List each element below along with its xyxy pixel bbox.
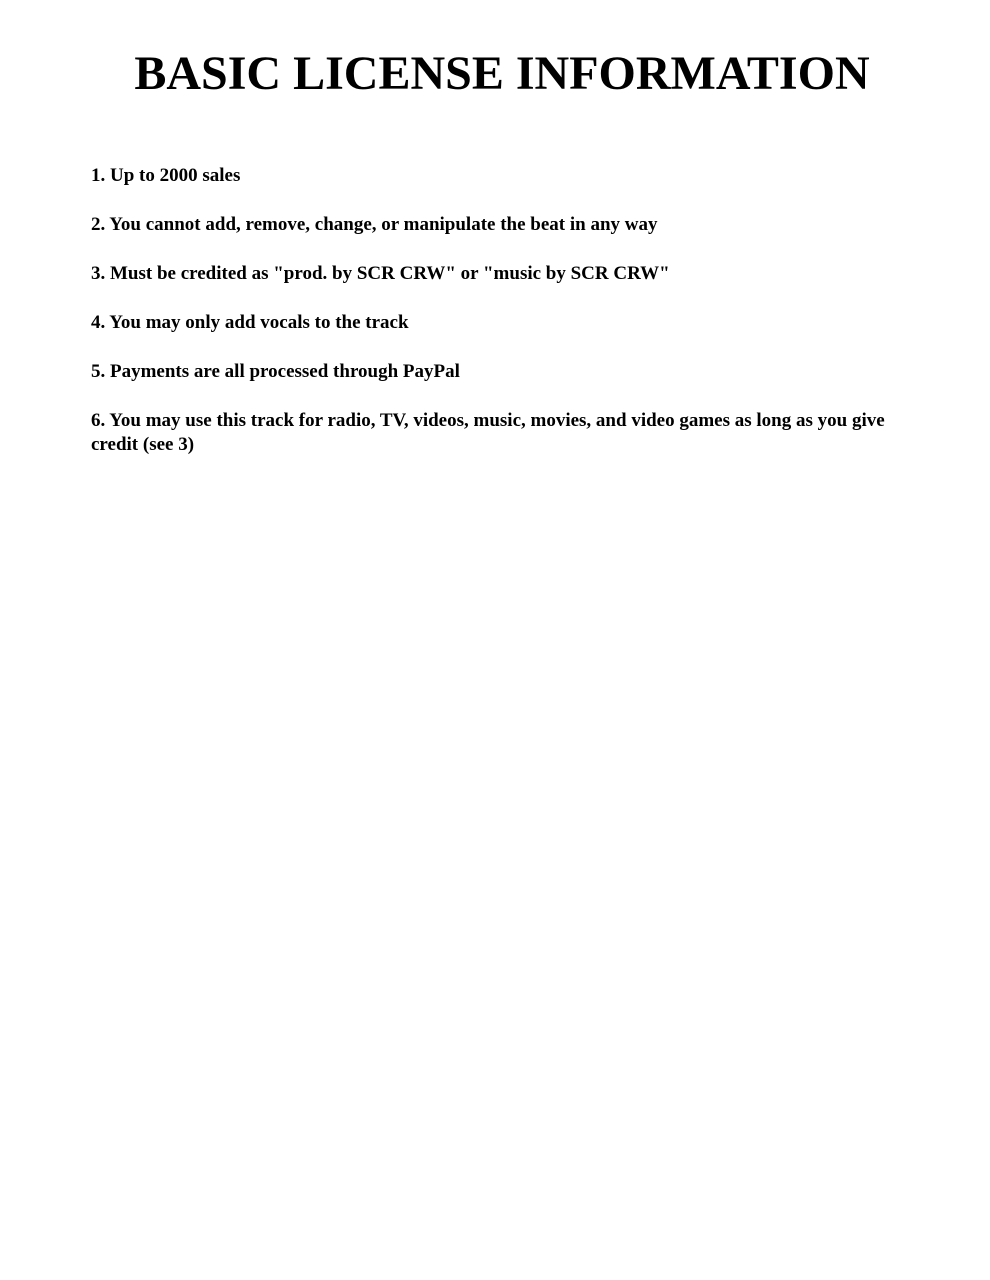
license-terms-list xyxy=(91,164,936,482)
license-term-4: 4. You may only add vocals to the track xyxy=(91,312,409,333)
license-term-2: 2. You cannot add, remove, change, or manipulate the beat in any way xyxy=(91,214,658,235)
license-term-5: 5. Payments are all processed through PayPal xyxy=(91,361,460,382)
page-title: BASIC LICENSE INFORMATION xyxy=(134,47,870,100)
license-term-1: 1. Up to 2000 sales xyxy=(91,165,241,186)
license-term-6: 6. You may use this track for radio, TV, videos, music, movies, and video games as long as you give credit (see 3) xyxy=(91,410,885,455)
license-term-3: 3. Must be credited as "prod. by SCR CRW" or "music by SCR CRW" xyxy=(91,263,670,284)
